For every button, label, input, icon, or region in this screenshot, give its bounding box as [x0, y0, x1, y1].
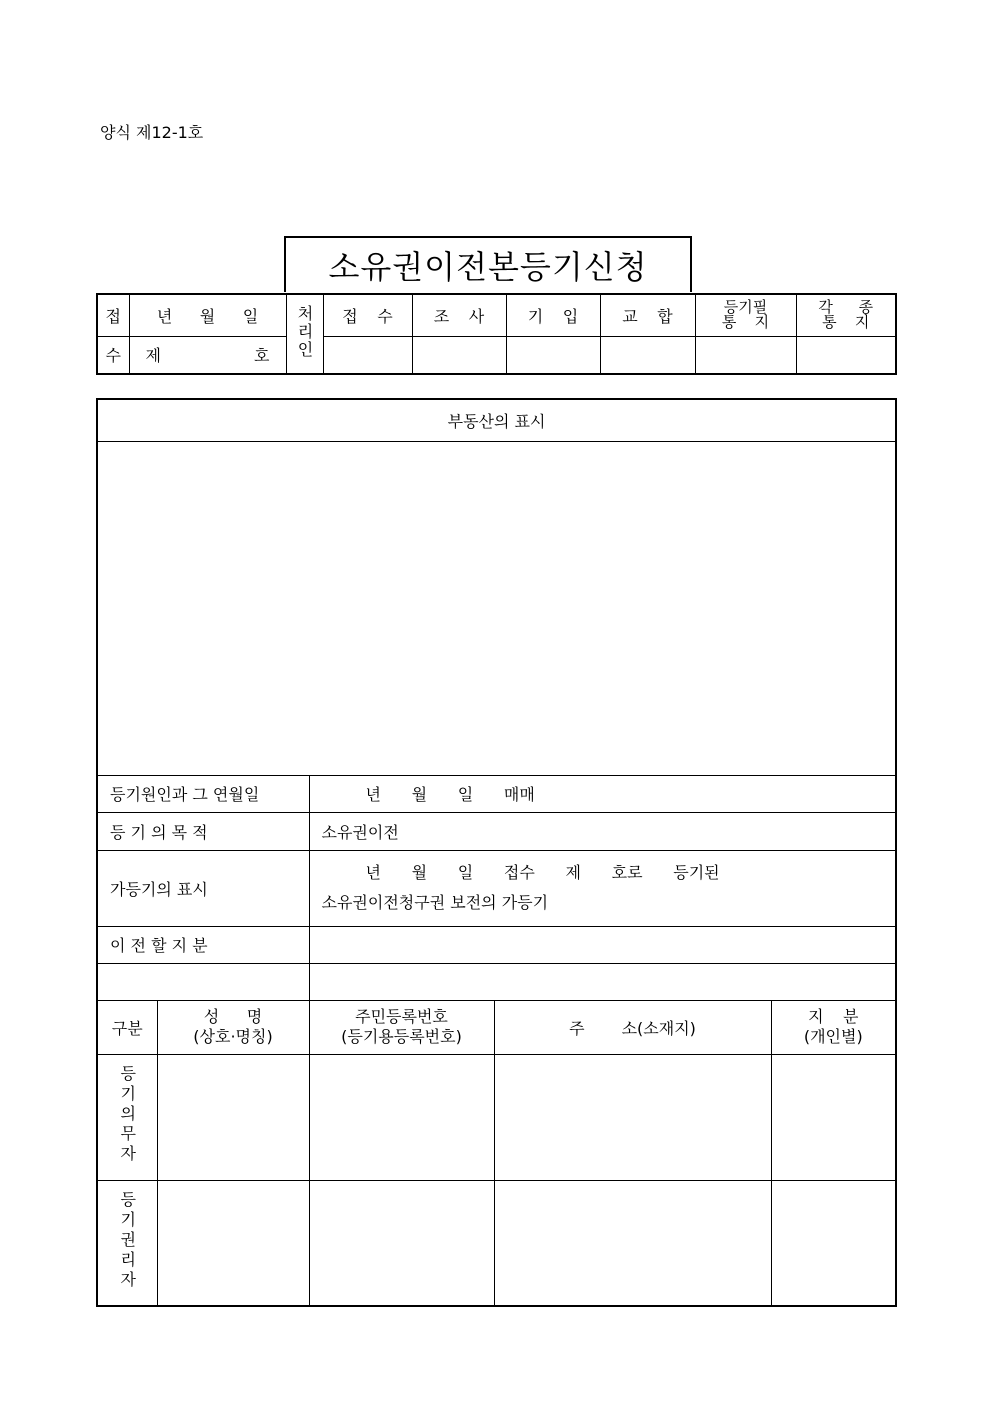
obligor-address-cell[interactable]: [494, 1054, 771, 1180]
col-various-notice: [796, 294, 896, 336]
completion-notice-stamp-cell[interactable]: [695, 336, 796, 374]
receipt-stamp-cell[interactable]: [323, 336, 412, 374]
purpose-value[interactable]: 소유권이전: [309, 812, 896, 850]
handler-label-cell: [286, 294, 323, 374]
blank-value-cell[interactable]: [309, 963, 896, 1000]
cause-label: 등기원인과 그 연월일: [97, 775, 309, 812]
holder-address-cell[interactable]: [494, 1180, 771, 1306]
receipt-label-top: 접: [97, 294, 129, 336]
various-notice-line1: 각 종: [818, 298, 874, 317]
col-entry: 기 입: [506, 294, 600, 336]
entry-stamp-cell[interactable]: [506, 336, 600, 374]
various-notice-line2: 통 지: [822, 313, 870, 332]
receipt-label-bottom: 수: [97, 336, 129, 374]
col-share-line1: 지 분: [808, 1007, 859, 1026]
receipt-table: [96, 293, 897, 375]
share-value[interactable]: [309, 926, 896, 963]
col-id-header: [309, 1000, 494, 1054]
various-notice-stamp-cell[interactable]: [796, 336, 896, 374]
receipt-number-suffix: 호: [254, 346, 270, 366]
completion-notice-line2: 통 지: [721, 313, 770, 332]
col-name-line1: 성 명: [203, 1007, 263, 1026]
obligor-label: 등기의무자: [117, 1065, 137, 1165]
form-number-label: 양식 제12-1호: [100, 123, 204, 142]
col-id-line2: (등기용등록번호): [341, 1027, 462, 1046]
provisional-label: 가등기의 표시: [97, 850, 309, 926]
check-stamp-cell[interactable]: [600, 336, 695, 374]
completion-notice-line1: 등기필: [723, 298, 768, 317]
holder-label: 등기권리자: [117, 1190, 137, 1291]
holder-id-cell[interactable]: [309, 1180, 494, 1306]
blank-label-cell: [97, 963, 309, 1000]
property-content[interactable]: [97, 441, 896, 775]
receipt-date: 년 월 일: [129, 294, 286, 336]
col-type-header: 구분: [97, 1000, 157, 1054]
cause-value[interactable]: 년 월 일 매매: [309, 775, 896, 812]
obligor-share-cell[interactable]: [771, 1054, 896, 1180]
col-name-header: [157, 1000, 309, 1054]
holder-name-cell[interactable]: [157, 1180, 309, 1306]
col-share-line2: (개인별): [803, 1027, 863, 1046]
obligor-name-cell[interactable]: [157, 1054, 309, 1180]
property-header: 부동산의 표시: [97, 399, 896, 441]
provisional-value[interactable]: [309, 850, 896, 926]
col-check: 교 합: [600, 294, 695, 336]
col-receipt: 접 수: [323, 294, 412, 336]
obligor-id-cell[interactable]: [309, 1054, 494, 1180]
purpose-label: 등 기 의 목 적: [97, 812, 309, 850]
col-name-line2: (상호·명칭): [193, 1027, 273, 1046]
col-share-header: [771, 1000, 896, 1054]
provisional-line2: 소유권이전청구권 보전의 가등기: [321, 893, 549, 912]
col-address-header: 주 소(소재지): [494, 1000, 771, 1054]
application-table: [96, 398, 897, 1307]
provisional-line1: 년 월 일 접수 제 호로 등기된: [365, 863, 720, 882]
col-completion-notice: [695, 294, 796, 336]
document-title: 소유권이전본등기신청: [284, 236, 692, 292]
review-stamp-cell[interactable]: [412, 336, 506, 374]
col-review: 조 사: [412, 294, 506, 336]
holder-share-cell[interactable]: [771, 1180, 896, 1306]
share-label: 이 전 할 지 분: [97, 926, 309, 963]
receipt-number: [129, 336, 286, 374]
receipt-number-prefix: 제: [145, 346, 161, 366]
col-id-line1: 주민등록번호: [355, 1007, 448, 1026]
holder-label-cell: [97, 1180, 157, 1306]
obligor-label-cell: [97, 1054, 157, 1180]
handler-label: 처리인: [295, 305, 314, 359]
